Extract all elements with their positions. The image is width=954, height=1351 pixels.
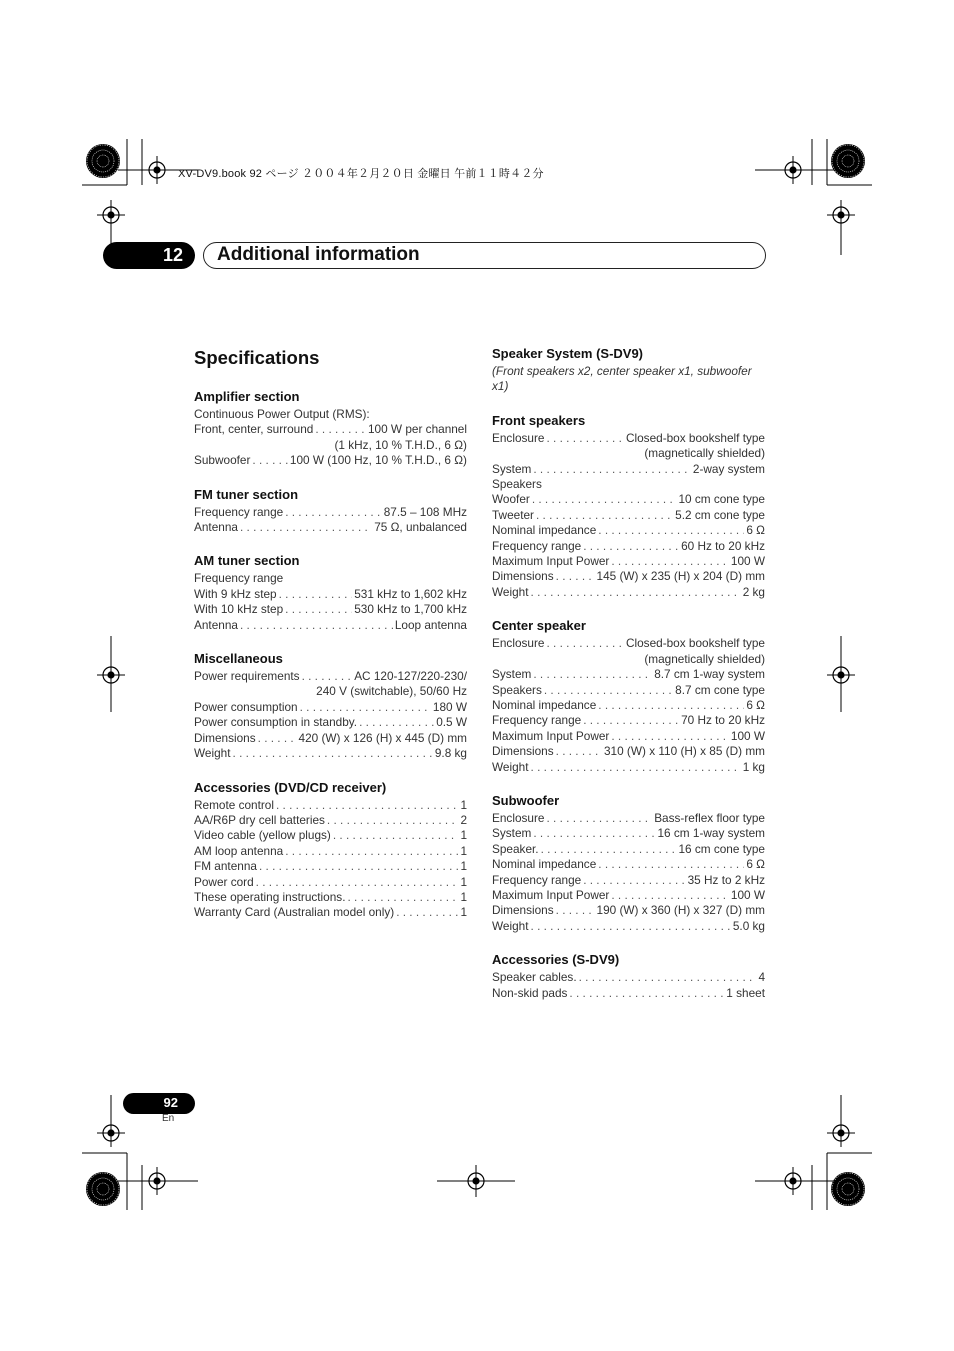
spec-label: Antenna bbox=[194, 617, 238, 632]
spec-value: AC 120-127/220-230/ bbox=[354, 669, 467, 684]
spec-value: Closed-box bookshelf type bbox=[625, 636, 765, 651]
dot-leader bbox=[531, 585, 741, 600]
dot-leader bbox=[546, 636, 624, 651]
dot-leader bbox=[611, 729, 729, 744]
dot-leader bbox=[258, 731, 297, 746]
dot-leader bbox=[579, 970, 757, 985]
spec-label: Enclosure bbox=[492, 430, 545, 445]
spec-section bbox=[492, 618, 765, 775]
spec-row bbox=[194, 618, 467, 633]
spec-value: 1 bbox=[460, 797, 467, 812]
spec-value: 6 Ω bbox=[746, 697, 765, 712]
spec-value: 2-way system bbox=[692, 461, 765, 476]
spec-row bbox=[194, 813, 467, 828]
spec-row bbox=[492, 970, 765, 985]
spec-label: Speaker. bbox=[492, 841, 539, 856]
spec-label: System bbox=[492, 826, 532, 841]
spec-row bbox=[194, 520, 467, 535]
spec-row bbox=[492, 683, 765, 698]
spec-row bbox=[492, 569, 765, 584]
spec-value: 100 W bbox=[730, 728, 765, 743]
spec-row bbox=[194, 859, 467, 874]
spec-label: Frequency range bbox=[492, 872, 582, 887]
dot-leader bbox=[536, 508, 673, 523]
spec-label: Weight bbox=[492, 918, 529, 933]
spec-label: Maximum Input Power bbox=[492, 887, 610, 902]
spec-value: 100 W per channel bbox=[367, 422, 467, 437]
section-heading: Subwoofer bbox=[492, 792, 560, 808]
spec-label: Power consumption bbox=[194, 699, 298, 714]
section-intro: Frequency range bbox=[194, 571, 284, 586]
spec-row bbox=[492, 811, 765, 826]
dot-leader bbox=[359, 715, 434, 730]
spec-label: Weight bbox=[194, 746, 231, 761]
spec-section bbox=[492, 413, 765, 600]
spec-label: Video cable (yellow plugs) bbox=[194, 828, 331, 843]
spec-label: Power cord bbox=[194, 874, 254, 889]
dot-leader bbox=[569, 986, 724, 1001]
spec-value: 10 cm cone type bbox=[678, 492, 765, 507]
spec-value: 1 kg bbox=[742, 759, 765, 774]
dot-leader bbox=[333, 828, 459, 843]
spec-row bbox=[194, 731, 467, 746]
section-heading: Amplifier section bbox=[194, 389, 300, 404]
spec-label: Maximum Input Power bbox=[492, 728, 610, 743]
dot-leader bbox=[240, 618, 393, 633]
spec-label: Frequency range bbox=[492, 713, 582, 728]
spec-row bbox=[194, 905, 467, 920]
spec-value: 1 bbox=[460, 828, 467, 843]
spec-section bbox=[194, 651, 467, 761]
dot-leader bbox=[541, 842, 677, 857]
section-heading: Accessories (S-DV9) bbox=[492, 952, 620, 968]
dot-leader bbox=[315, 422, 366, 437]
dot-leader bbox=[396, 905, 458, 920]
spec-row bbox=[492, 873, 765, 888]
dot-leader bbox=[531, 760, 741, 775]
spec-value: 530 kHz to 1,700 kHz bbox=[354, 602, 467, 617]
spec-label: AM loop antenna bbox=[194, 843, 284, 858]
sunburst-mark-bottom-left bbox=[86, 1172, 120, 1206]
sunburst-mark-bottom-right bbox=[831, 1172, 865, 1206]
spec-row bbox=[492, 698, 765, 713]
section-heading: Accessories (DVD/CD receiver) bbox=[194, 779, 387, 795]
dot-leader bbox=[533, 826, 655, 841]
dot-leader bbox=[276, 798, 458, 813]
left-spec-column bbox=[194, 346, 467, 939]
spec-label: With 10 kHz step bbox=[194, 602, 284, 617]
spec-label: Weight bbox=[492, 759, 529, 774]
section-heading: Speaker System (S-DV9) bbox=[492, 346, 644, 361]
spec-value: 2 kg bbox=[742, 584, 765, 599]
spec-label: Subwoofer bbox=[194, 453, 251, 468]
spec-value: 2 bbox=[460, 812, 467, 827]
dot-leader bbox=[252, 453, 287, 468]
spec-label: Antenna bbox=[194, 520, 238, 535]
spec-value: 16 cm cone type bbox=[678, 841, 765, 856]
dot-leader bbox=[285, 602, 352, 617]
spec-label: Weight bbox=[492, 584, 529, 599]
spec-value: 16 cm 1-way system bbox=[657, 826, 765, 841]
spec-subheading: Speakers bbox=[492, 477, 542, 492]
spec-value: 1 bbox=[460, 889, 467, 904]
dot-leader bbox=[611, 554, 729, 569]
spec-row bbox=[492, 744, 765, 759]
spec-value: 190 (W) x 360 (H) x 327 (D) mm bbox=[596, 903, 765, 918]
spec-value: Closed-box bookshelf type bbox=[625, 430, 765, 445]
spec-value: 145 (W) x 235 (H) x 204 (D) mm bbox=[596, 569, 765, 584]
spec-row bbox=[194, 505, 467, 520]
spec-row bbox=[194, 587, 467, 602]
sunburst-mark-top-left bbox=[86, 144, 120, 178]
spec-section bbox=[194, 553, 467, 633]
spec-value: 4 bbox=[758, 970, 765, 985]
spec-section bbox=[492, 952, 765, 1001]
dot-leader bbox=[533, 462, 691, 477]
spec-label: Non-skid pads bbox=[492, 985, 568, 1000]
spec-label: Warranty Card (Australian model only) bbox=[194, 905, 395, 920]
section-note: (Front speakers x2, center speaker x1, subwoofer x1) bbox=[492, 364, 752, 394]
spec-section bbox=[492, 793, 765, 934]
spec-label: Power consumption in standby. bbox=[194, 715, 358, 730]
spec-row bbox=[194, 828, 467, 843]
spec-section bbox=[492, 346, 765, 395]
spec-row bbox=[492, 919, 765, 934]
spec-row bbox=[194, 422, 467, 437]
spec-value: 310 (W) x 110 (H) x 85 (D) mm bbox=[603, 744, 765, 759]
sunburst-mark-top-right bbox=[831, 144, 865, 178]
book-file-header: XV-DV9.book 92 ページ ２００４年２月２０日 金曜日 午前１１時４２分 bbox=[178, 168, 544, 180]
spec-value: 87.5 – 108 MHz bbox=[383, 504, 467, 519]
dot-leader bbox=[259, 859, 458, 874]
spec-label: Dimensions bbox=[194, 730, 256, 745]
chapter-number: 12 bbox=[162, 245, 183, 265]
spec-row bbox=[492, 431, 765, 446]
spec-value: Loop antenna bbox=[394, 617, 467, 632]
spec-label: With 9 kHz step bbox=[194, 586, 277, 601]
spec-section bbox=[194, 487, 467, 536]
spec-value: 1 sheet bbox=[726, 985, 765, 1000]
spec-value: 420 (W) x 126 (H) x 445 (D) mm bbox=[298, 730, 467, 745]
spec-row bbox=[492, 492, 765, 507]
page-language: En bbox=[162, 1113, 175, 1124]
spec-row bbox=[194, 453, 467, 468]
dot-leader bbox=[533, 667, 652, 682]
spec-label: System bbox=[492, 461, 532, 476]
spec-label: These operating instructions. bbox=[194, 889, 346, 904]
spec-row bbox=[194, 844, 467, 859]
spec-value: 5.0 kg bbox=[732, 918, 765, 933]
spec-value: 35 Hz to 2 kHz bbox=[687, 872, 765, 887]
dot-leader bbox=[285, 505, 382, 520]
spec-label: Speakers bbox=[492, 682, 542, 697]
spec-row bbox=[492, 667, 765, 682]
spec-label: FM antenna bbox=[194, 859, 257, 874]
spec-section bbox=[194, 389, 467, 469]
spec-row bbox=[194, 715, 467, 730]
spec-row bbox=[492, 636, 765, 651]
spec-row bbox=[492, 462, 765, 477]
chapter-number-badge bbox=[103, 242, 195, 269]
dot-leader bbox=[279, 587, 353, 602]
spec-label: Nominal impedance bbox=[492, 697, 597, 712]
dot-leader bbox=[233, 746, 433, 761]
page-title: Specifications bbox=[194, 347, 320, 368]
dot-leader bbox=[556, 744, 602, 759]
spec-row bbox=[492, 842, 765, 857]
dot-leader bbox=[546, 811, 652, 826]
section-heading: Front speakers bbox=[492, 412, 586, 428]
section-intro: Continuous Power Output (RMS): bbox=[194, 407, 370, 421]
spec-label: System bbox=[492, 667, 532, 682]
section-heading: AM tuner section bbox=[194, 553, 300, 569]
section-heading: FM tuner section bbox=[194, 486, 299, 502]
spec-label: Speaker cables. bbox=[492, 970, 577, 985]
dot-leader bbox=[531, 919, 731, 934]
spec-label: Dimensions bbox=[492, 744, 554, 759]
spec-label: Front, center, surround bbox=[194, 422, 314, 437]
spec-row bbox=[492, 554, 765, 569]
spec-row bbox=[194, 669, 467, 684]
spec-label: Frequency range bbox=[492, 538, 582, 553]
spec-row bbox=[492, 713, 765, 728]
dot-leader bbox=[583, 873, 685, 888]
spec-row bbox=[194, 746, 467, 761]
spec-value: 100 W (100 Hz, 10 % T.H.D., 6 Ω) bbox=[289, 453, 467, 468]
spec-value-continued: (1 kHz, 10 % T.H.D., 6 Ω) bbox=[334, 437, 467, 452]
dot-leader bbox=[302, 669, 353, 684]
spec-label: Tweeter bbox=[492, 507, 534, 522]
dot-leader bbox=[556, 903, 595, 918]
spec-value: 6 Ω bbox=[746, 523, 765, 538]
spec-value: 75 Ω, unbalanced bbox=[374, 520, 467, 535]
spec-row bbox=[492, 729, 765, 744]
section-heading: Miscellaneous bbox=[194, 651, 283, 667]
spec-value: 1 bbox=[460, 874, 467, 889]
dot-leader bbox=[546, 431, 624, 446]
spec-row bbox=[194, 875, 467, 890]
spec-value: 5.2 cm cone type bbox=[675, 507, 765, 522]
spec-value-continued: (magnetically shielded) bbox=[644, 651, 765, 666]
dot-leader bbox=[256, 875, 459, 890]
spec-value-continued: 240 V (switchable), 50/60 Hz bbox=[316, 684, 467, 699]
dot-leader bbox=[611, 888, 729, 903]
spec-value: 60 Hz to 20 kHz bbox=[681, 538, 765, 553]
spec-label: Dimensions bbox=[492, 903, 554, 918]
dot-leader bbox=[583, 713, 679, 728]
spec-row bbox=[492, 857, 765, 872]
page-number-badge bbox=[123, 1093, 195, 1114]
spec-value: 100 W bbox=[730, 554, 765, 569]
spec-value: 100 W bbox=[730, 887, 765, 902]
dot-leader bbox=[327, 813, 459, 828]
spec-label: Remote control bbox=[194, 797, 274, 812]
spec-label: Nominal impedance bbox=[492, 857, 597, 872]
dot-leader bbox=[347, 890, 458, 905]
spec-label: Enclosure bbox=[492, 636, 545, 651]
dot-leader bbox=[300, 700, 431, 715]
spec-row bbox=[492, 585, 765, 600]
spec-value: 0.5 W bbox=[436, 715, 467, 730]
dot-leader bbox=[598, 698, 744, 713]
chapter-title: Additional information bbox=[217, 244, 420, 265]
spec-row bbox=[492, 903, 765, 918]
spec-row bbox=[492, 888, 765, 903]
dot-leader bbox=[583, 539, 679, 554]
spec-value: 8.7 cm 1-way system bbox=[654, 667, 765, 682]
spec-row bbox=[492, 760, 765, 775]
spec-row bbox=[194, 700, 467, 715]
spec-row bbox=[492, 523, 765, 538]
spec-row bbox=[194, 798, 467, 813]
dot-leader bbox=[556, 569, 595, 584]
spec-value: 1 bbox=[460, 859, 467, 874]
spec-row bbox=[492, 508, 765, 523]
spec-label: Frequency range bbox=[194, 504, 284, 519]
spec-row bbox=[194, 602, 467, 617]
spec-value: 180 W bbox=[432, 699, 467, 714]
spec-label: Woofer bbox=[492, 492, 530, 507]
dot-leader bbox=[532, 492, 677, 507]
spec-row bbox=[194, 890, 467, 905]
dot-leader bbox=[240, 520, 372, 535]
spec-value: 1 bbox=[460, 843, 467, 858]
spec-value: 9.8 kg bbox=[434, 746, 467, 761]
spec-row bbox=[492, 986, 765, 1001]
spec-section bbox=[194, 780, 467, 921]
spec-label: Power requirements bbox=[194, 669, 300, 684]
spec-value: 70 Hz to 20 kHz bbox=[681, 713, 765, 728]
chapter-title-bar bbox=[203, 242, 766, 269]
right-spec-column bbox=[492, 346, 765, 1019]
spec-value: 531 kHz to 1,602 kHz bbox=[354, 586, 467, 601]
spec-label: Dimensions bbox=[492, 569, 554, 584]
spec-value: 6 Ω bbox=[746, 857, 765, 872]
spec-label: Maximum Input Power bbox=[492, 554, 610, 569]
spec-value-continued: (magnetically shielded) bbox=[644, 446, 765, 461]
spec-value: 1 bbox=[460, 905, 467, 920]
dot-leader bbox=[285, 844, 458, 859]
section-heading: Center speaker bbox=[492, 618, 586, 634]
dot-leader bbox=[598, 857, 744, 872]
spec-row bbox=[492, 539, 765, 554]
spec-value: Bass-reflex floor type bbox=[654, 810, 765, 825]
spec-label: Nominal impedance bbox=[492, 523, 597, 538]
spec-label: AA/R6P dry cell batteries bbox=[194, 812, 325, 827]
spec-row bbox=[492, 826, 765, 841]
dot-leader bbox=[544, 683, 673, 698]
page-number: 92 bbox=[163, 1095, 178, 1110]
spec-value: 8.7 cm cone type bbox=[675, 682, 765, 697]
spec-label: Enclosure bbox=[492, 810, 545, 825]
dot-leader bbox=[598, 523, 744, 538]
